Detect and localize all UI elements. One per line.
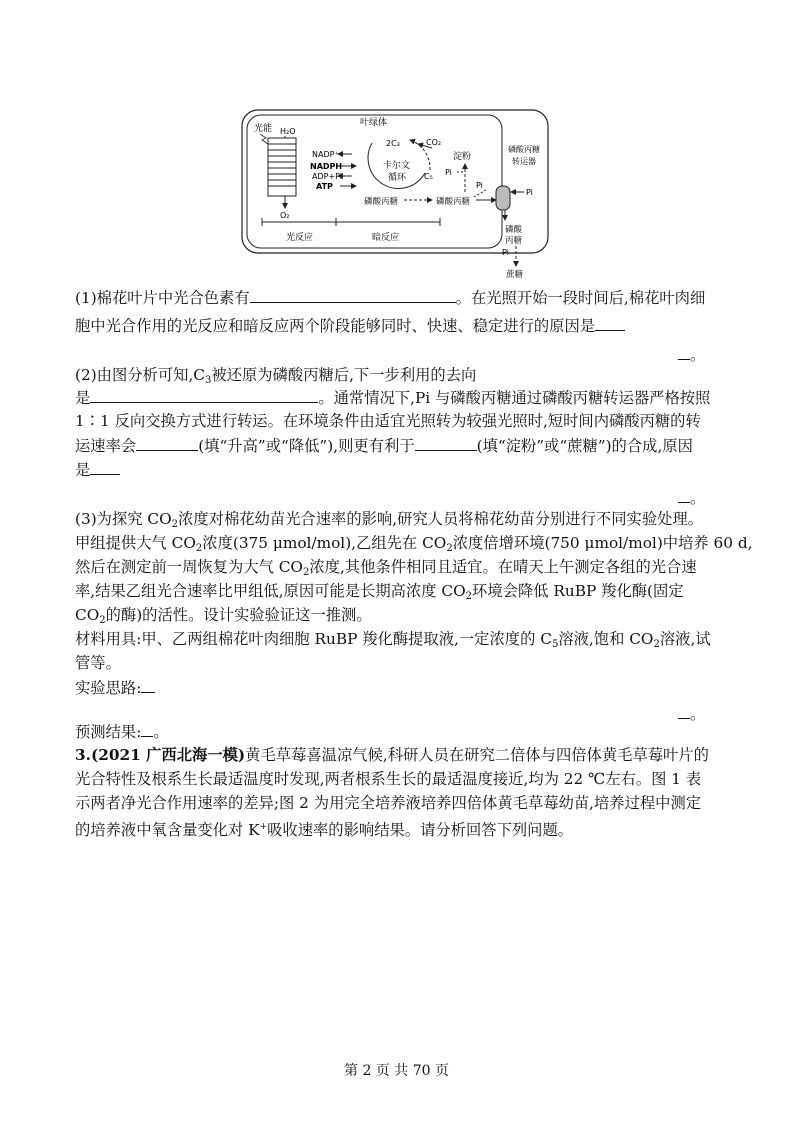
pi-label-4: Pi (502, 248, 509, 257)
o2-label: O₂ (280, 211, 290, 220)
q2-blank-1[interactable] (90, 386, 318, 403)
q4-source: (2021 广西北海一模) (90, 746, 246, 764)
q3-line-8: 实验思路: (75, 676, 155, 699)
q2-blank-2[interactable] (136, 434, 198, 451)
translocator-icon (496, 186, 510, 210)
q1-text-a: (1)棉花叶片中光合色素有 (75, 289, 250, 307)
translocator-label-1: 磷酸丙糖 (508, 145, 540, 154)
translocator-label-2: 转运器 (512, 157, 536, 166)
h2o-label: H₂O (280, 127, 296, 136)
q1-line-2 (75, 314, 625, 337)
cyto-triose-label-1: 磷酸 (505, 225, 523, 235)
nadp-label: NADP⁺ (312, 150, 339, 159)
q4-line-2: 光合特性及根系生长最适温度时发现,两者根系生长的最适温度接近,均为 22 ℃左右。图 1 表 (75, 770, 702, 788)
co2-label: CO₂ (426, 138, 442, 147)
q2-line-2: 是 。通常情况下,Pi 与磷酸丙糖通过磷酸丙糖转运器严格按照 (75, 386, 710, 409)
q3-line-4: 率,结果乙组光合速率比甲组低,原因可能是长期高浓度 $CO_2$环境会降低 RuBP 羧化酶(固定 (75, 582, 684, 602)
q1-text-b: 。在光照开始一段时间后,棉花叶肉细 (455, 289, 706, 307)
q3-line-6: 材料用具:甲、乙两组棉花叶肉细胞 RuBP 羧化酶提取液,一定浓度的 $C_5$溶液,饱和 $CO_2$溶液,试 (75, 630, 711, 650)
starch-label: 淀粉 (453, 152, 472, 162)
q2-end: 。 (678, 486, 705, 508)
q2-line-3: 1∶1 反向交换方式进行转运。在环境条件由适宜光照转为较强光照时,短时间内磷酸丙糖的转 (75, 412, 701, 430)
pi-label-3: Pi (526, 188, 533, 197)
q3-end-1: 。 (678, 702, 705, 724)
q2-blank-3[interactable] (415, 434, 477, 451)
atp-label: ATP (316, 182, 333, 191)
q2-blank-5[interactable] (678, 486, 690, 503)
q3-line-5: $CO_2$的酶)的活性。设计实验验证这一推测。 (75, 606, 372, 626)
q3-line-1: (3)为探究 $CO_2$浓度对棉花幼苗光合速率的影响,研究人员将棉花幼苗分别进行不同实验处理。 (75, 510, 704, 530)
q2-blank-4[interactable] (90, 458, 120, 475)
q3-line-7: 管等。 (75, 654, 121, 672)
thylakoid-stack-icon (268, 138, 296, 196)
q3-blank-1[interactable] (141, 676, 155, 693)
q4-line-4: 的培养液中氧含量变化对 K+吸收速率的影响结果。请分析回答下列问题。 (75, 821, 574, 840)
c5-label: C₅ (424, 172, 433, 181)
triose-phosphate-outer-label: 磷酸丙糖 (436, 197, 471, 207)
light-reaction-label: 光反应 (286, 233, 314, 243)
q1-end: 。 (678, 343, 705, 365)
calvin-label-2: 循环 (388, 173, 407, 183)
q3-blank-3[interactable] (141, 720, 153, 737)
q3-line-3: 然后在测定前一周恢复为大气 $CO_2$浓度,其他条件相同且适宜。在晴天上午测定各组的光合速 (75, 558, 697, 578)
q1-blank-1[interactable] (250, 286, 456, 303)
q2-line-5: 是 (75, 458, 120, 481)
q3-line-2: 甲组提供大气 $CO_2$浓度(375 μmol/mol),乙组先在 $CO_2$浓度倍增环境(750 μmol/mol)中培养 60 d, (75, 534, 753, 554)
page-footer: 第 2 页 共 70 页 (344, 1063, 449, 1079)
triose-phosphate-inner-label: 磷酸丙糖 (364, 197, 399, 207)
q2-line-1: (2)由图分析可知$,C_3$被还原为磷酸丙糖后,下一步利用的去向 (75, 366, 477, 386)
q1-text-line2: 胞中光合作用的光反应和暗反应两个阶段能够同时、快速、稳定进行的原因是 (75, 317, 596, 335)
adp-pi-label: ADP+Pi (312, 172, 343, 181)
q2-line-4: 运速率会 (填“升高”或“降低”),则更有利于 (填“淀粉”或“蔗糖”)的合成,原因 (75, 434, 693, 457)
q4-line-1: 3.(2021 广西北海一模)黄毛草莓喜温凉气候,科研人员在研究二倍体与四倍体黄毛草莓叶片的 (75, 746, 709, 764)
nadph-label: NADPH (310, 162, 343, 171)
q4-number: 3. (75, 746, 91, 764)
q3-blank-2[interactable] (678, 702, 690, 719)
pi-label-1: Pi (445, 168, 452, 177)
q1-blank-2[interactable] (595, 314, 625, 331)
cyto-triose-label-2: 丙糖 (505, 236, 523, 246)
q1-blank-3[interactable] (678, 343, 690, 360)
light-energy-label: 光能 (254, 124, 273, 134)
q1-line-1 (75, 286, 705, 309)
q3-line-9: 预测结果: 。 (75, 720, 169, 743)
pi-label-2: Pi (476, 181, 483, 190)
calvin-label-1: 卡尔文 (383, 161, 411, 171)
chloroplast-label: 叶绿体 (360, 118, 388, 128)
dark-reaction-label: 暗反应 (372, 233, 400, 243)
two-c3-label: 2C₃ (386, 139, 400, 148)
q4-line-3: 示两者净光合作用速率的差异;图 2 为用完全培养液培养四倍体黄毛草莓幼苗,培养过程中测定 (75, 794, 702, 812)
chloroplast-diagram (240, 108, 552, 278)
sucrose-label: 蔗糖 (506, 270, 524, 278)
